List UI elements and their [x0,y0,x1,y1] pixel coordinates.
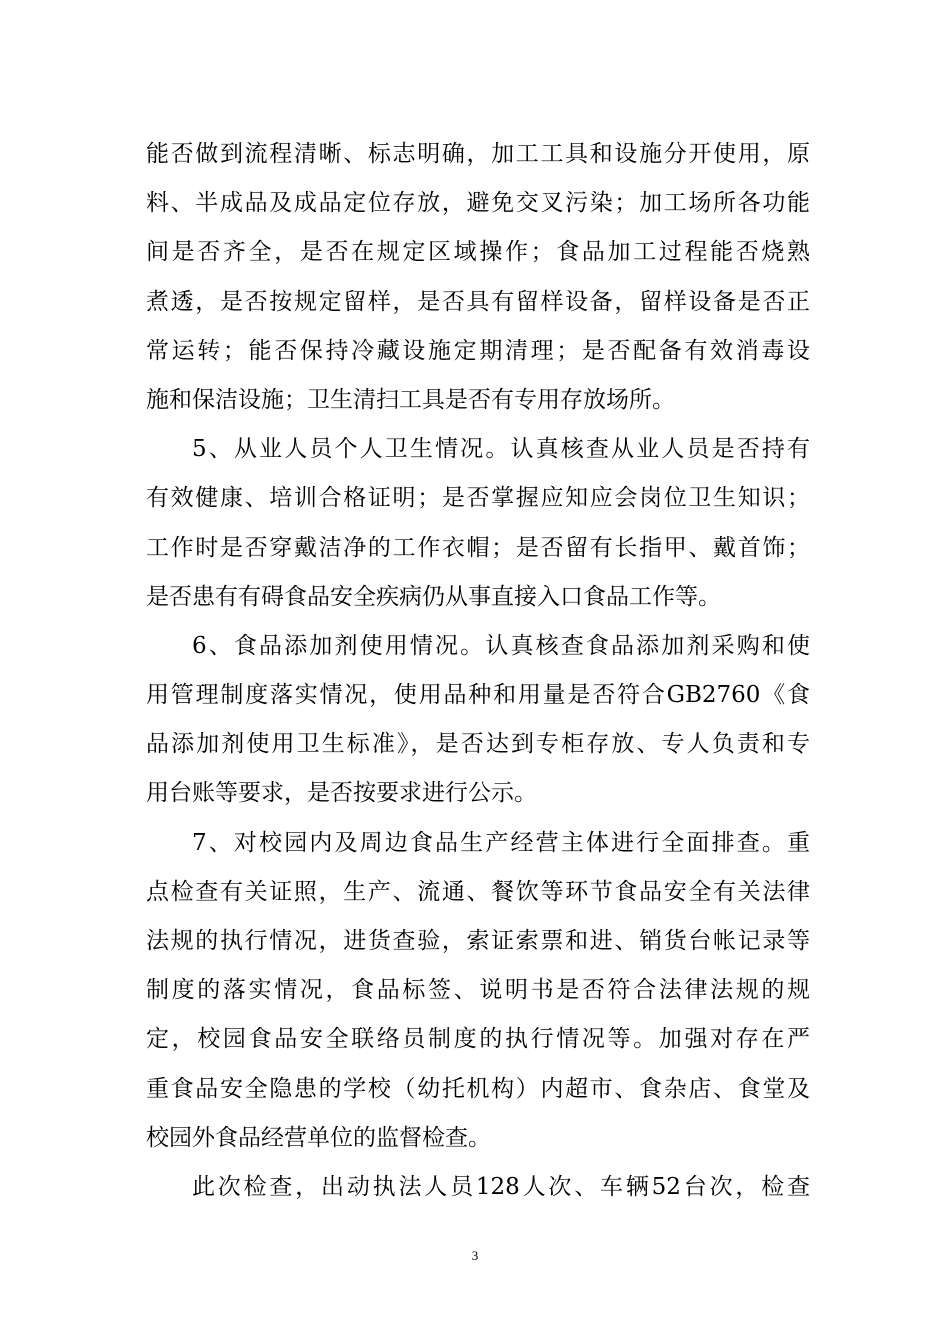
body-text [146,130,810,1212]
text-line: 定，校园食品安全联络员制度的执行情况等。加强对存在严 [146,1026,810,1053]
text-line: 点检查有关证照，生产、流通、餐饮等环节食品安全有关法律 [146,878,810,905]
paragraph-7-heading-line: 7、对校园内及周边食品生产经营主体进行全面排查。重 [192,829,810,856]
text-line: 品添加剂使用卫生标准》，是否达到专柜存放、专人负责和专 [146,731,810,758]
text-line: 重食品安全隐患的学校（幼托机构）内超市、食杂店、食堂及 [146,1075,810,1102]
text-line: 常运转；能否保持冷藏设施定期清理；是否配备有效消毒设 [146,337,810,364]
text-line: 能否做到流程清晰、标志明确，加工工具和设施分开使用，原 [146,141,810,167]
text-line: 法规的执行情况，进货查验，索证索票和进、销货台帐记录等 [146,928,810,954]
text-line: 制度的落实情况，食品标签、说明书是否符合法律法规的规 [146,977,810,1004]
text-line: 工作时是否穿戴洁净的工作衣帽；是否留有长指甲、戴首饰； [146,534,810,561]
text-line: 施和保洁设施；卫生清扫工具是否有专用存放场所。 [146,386,675,413]
text-line: 用台账等要求，是否按要求进行公示。 [146,780,537,807]
text-line: 用管理制度落实情况，使用品种和用量是否符合GB2760《食 [146,682,810,709]
page-number: 3 [471,1248,479,1263]
inspection-summary-line: 此次检查，出动执法人员128人次、车辆52台次，检查 [192,1173,810,1200]
text-line: 有效健康、培训合格证明；是否掌握应知应会岗位卫生知识； [146,485,810,512]
paragraph-5-heading-line: 5、从业人员个人卫生情况。认真核查从业人员是否持有 [192,436,810,463]
paragraph-6-heading-line: 6、食品添加剂使用情况。认真核查食品添加剂采购和使 [192,632,810,659]
text-line: 间是否齐全，是否在规定区域操作；食品加工过程能否烧熟 [146,239,810,266]
text-line: 是否患有有碍食品安全疾病仍从事直接入口食品工作等。 [146,583,721,610]
text-line: 煮透，是否按规定留样，是否具有留样设备，留样设备是否正 [146,288,810,315]
text-line: 校园外食品经营单位的监督检查。 [146,1124,491,1151]
text-line: 料、半成品及成品定位存放，避免交叉污染；加工场所各功能 [146,190,810,217]
